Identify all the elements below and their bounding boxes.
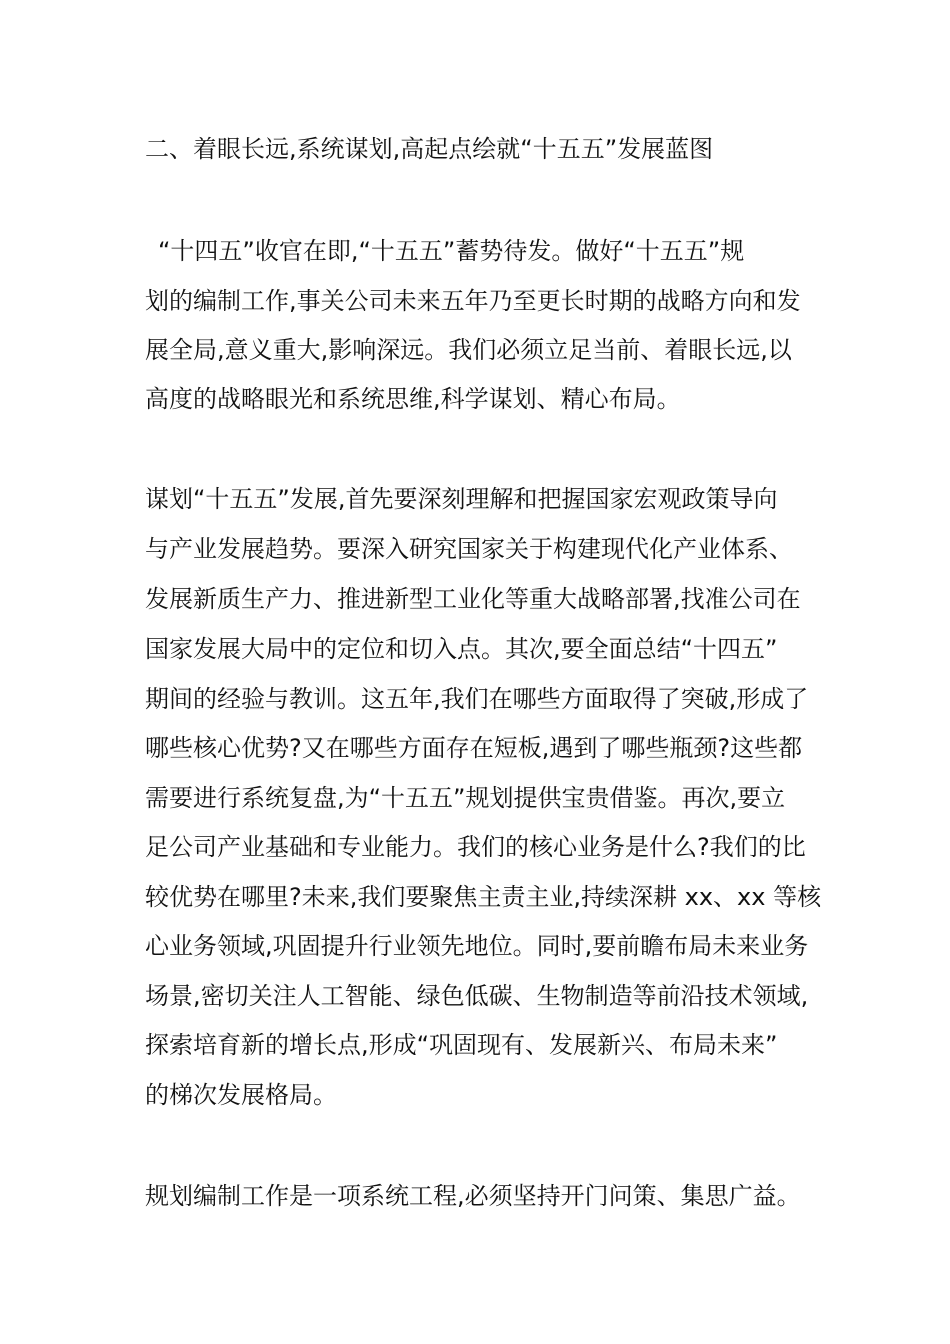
paragraph-2-line-3: 发展新质生产力、推进新型工业化等重大战略部署,找准公司在: [145, 585, 801, 613]
paragraph-2-line-11: 场景,密切关注人工智能、绿色低碳、生物制造等前沿技术领域,: [145, 982, 809, 1010]
paragraph-2-line-4: 国家发展大局中的定位和切入点。其次,要全面总结“十四五”: [145, 635, 778, 663]
paragraph-2-line-9: 较优势在哪里?未来,我们要聚焦主责主业,持续深耕 xx、xx 等核: [145, 883, 822, 911]
paragraph-2-line-1: 谋划“十五五”发展,首先要深刻理解和把握国家宏观政策导向: [145, 485, 778, 513]
paragraph-2-line-13: 的梯次发展格局。: [145, 1081, 337, 1109]
paragraph-2-line-10: 心业务领域,巩固提升行业领先地位。同时,要前瞻布局未来业务: [145, 932, 809, 960]
paragraph-1-line-3: 展全局,意义重大,影响深远。我们必须立足当前、着眼长远,以: [145, 336, 792, 364]
paragraph-1-line-4: 高度的战略眼光和系统思维,科学谋划、精心布局。: [145, 385, 681, 413]
paragraph-2-line-8: 足公司产业基础和专业能力。我们的核心业务是什么?我们的比: [145, 833, 806, 861]
paragraph-1-line-2: 划的编制工作,事关公司未来五年乃至更长时期的战略方向和发: [145, 287, 801, 315]
paragraph-2-line-5: 期间的经验与教训。这五年,我们在哪些方面取得了突破,形成了: [145, 685, 809, 713]
paragraph-2-line-7: 需要进行系统复盘,为“十五五”规划提供宝贵借鉴。再次,要立: [145, 784, 786, 812]
paragraph-2-line-6: 哪些核心优势?又在哪些方面存在短板,遇到了哪些瓶颈?这些都: [145, 734, 803, 762]
paragraph-3-line-1: 规划编制工作是一项系统工程,必须坚持开门问策、集思广益。: [145, 1182, 801, 1210]
section-heading: 二、着眼长远,系统谋划,高起点绘就“十五五”发展蓝图: [145, 135, 714, 163]
paragraph-2-line-2: 与产业发展趋势。要深入研究国家关于构建现代化产业体系、: [145, 535, 793, 563]
paragraph-1-line-1: “十四五”收官在即,“十五五”蓄势待发。做好“十五五”规: [158, 237, 745, 265]
paragraph-2-line-12: 探索培育新的增长点,形成“巩固现有、发展新兴、布局未来”: [145, 1031, 778, 1059]
